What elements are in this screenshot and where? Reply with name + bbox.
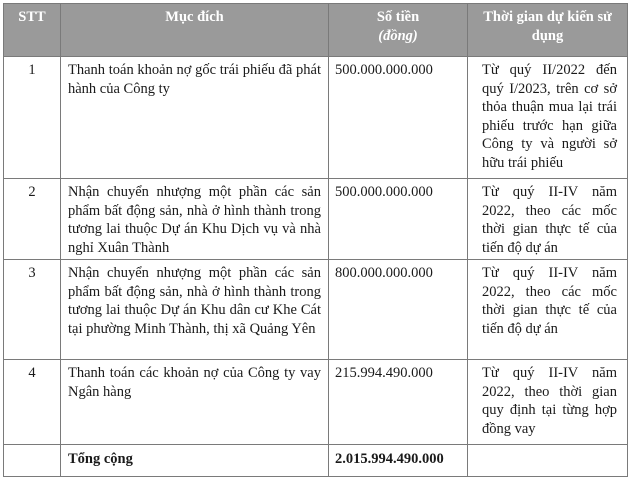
- row-purpose: Thanh toán khoản nợ gốc trái phiếu đã phát hành của Công ty: [61, 57, 329, 179]
- row-time: Từ quý II-IV năm 2022, theo thời gian quy định tại từng hợp đồng vay: [468, 360, 628, 445]
- row-amount: 500.000.000.000: [329, 57, 468, 179]
- row-time: Từ quý II/2022 đến quý I/2023, trên cơ sở thỏa thuận mua lại trái phiếu trước hạn giữa Công ty và người sở hữu trái phiếu: [468, 57, 628, 179]
- row-amount: 800.000.000.000: [329, 260, 468, 360]
- row-amount: 215.994.490.000: [329, 360, 468, 445]
- table-row: [4, 57, 628, 179]
- row-stt: 4: [4, 360, 61, 445]
- header-stt: STT: [4, 4, 61, 57]
- row-time: Từ quý II-IV năm 2022, theo các mốc thời gian thực tế của tiến độ dự án: [468, 260, 628, 360]
- row-stt: 1: [4, 57, 61, 179]
- allocation-table-container: [3, 3, 628, 477]
- total-amount: 2.015.994.490.000: [329, 445, 468, 477]
- header-row: [4, 4, 628, 57]
- total-stt-empty: [4, 445, 61, 477]
- total-time-empty: [468, 445, 628, 477]
- row-stt: 3: [4, 260, 61, 360]
- row-stt: 2: [4, 179, 61, 260]
- table-row: [4, 360, 628, 445]
- total-label: Tổng cộng: [61, 445, 329, 477]
- table-row: [4, 260, 628, 360]
- header-purpose: Mục đích: [61, 4, 329, 57]
- total-row: [4, 445, 628, 477]
- row-purpose: Nhận chuyển nhượng một phần các sản phẩm bất động sản, nhà ở hình thành trong tương lai thuộc Dự án Khu dân cư Khe Cát tại phường Minh Thành, thị xã Quảng Yên: [61, 260, 329, 360]
- row-purpose: Nhận chuyển nhượng một phần các sản phẩm bất động sản, nhà ở hình thành trong tương lai thuộc Dự án Khu Dịch vụ và nhà nghỉ Xuân Thành: [61, 179, 329, 260]
- row-purpose: Thanh toán các khoản nợ của Công ty vay Ngân hàng: [61, 360, 329, 445]
- header-amount: [329, 4, 468, 57]
- header-amount-title: Số tiền: [376, 9, 420, 25]
- header-amount-unit: (đồng): [378, 27, 418, 44]
- header-time: Thời gian dự kiến sử dụng: [468, 4, 628, 57]
- row-amount: 500.000.000.000: [329, 179, 468, 260]
- row-time: Từ quý II-IV năm 2022, theo các mốc thời gian thực tế của tiến độ dự án: [468, 179, 628, 260]
- allocation-table: [3, 3, 628, 477]
- table-row: [4, 179, 628, 260]
